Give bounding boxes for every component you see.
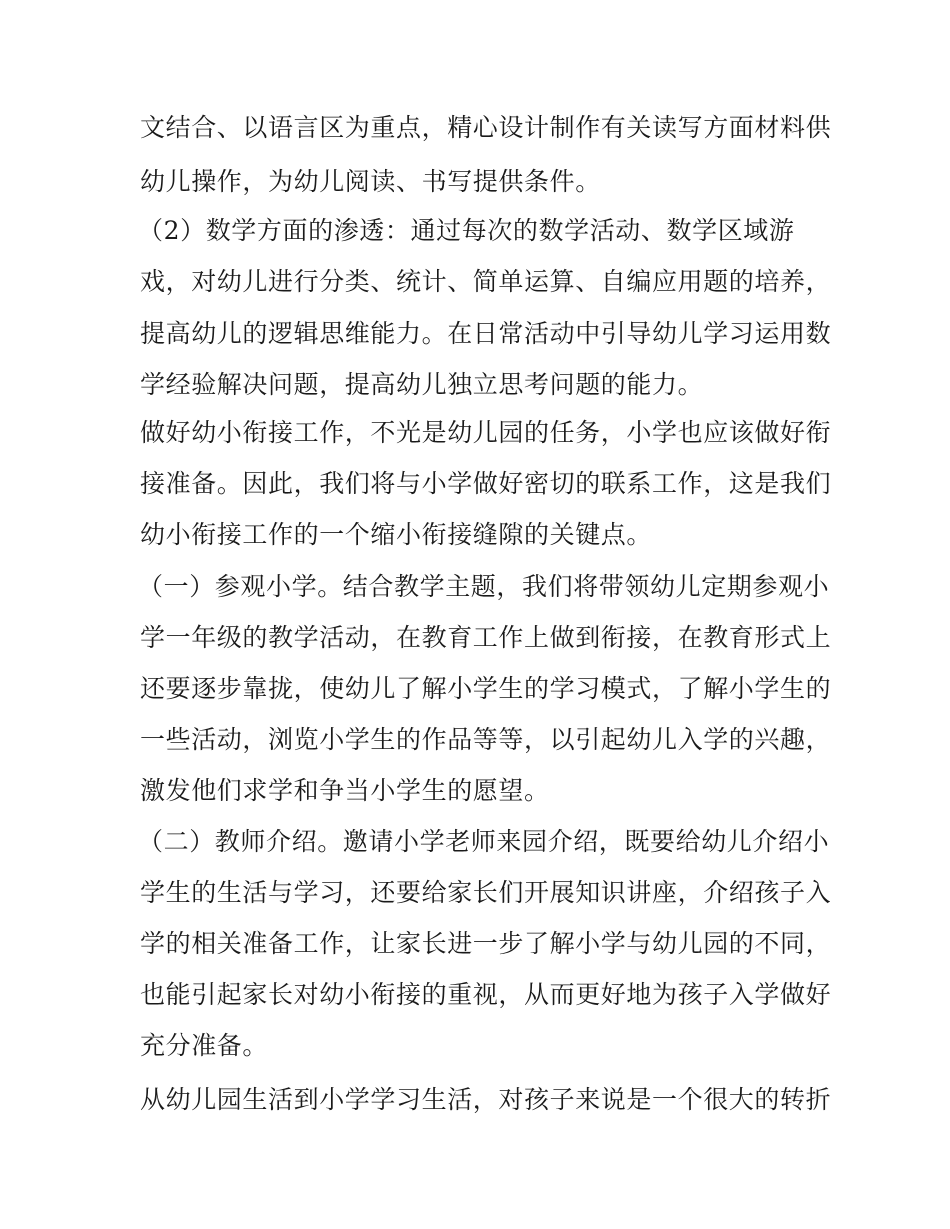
text-line: （二）教师介绍。邀请小学老师来园介绍，既要给幼儿介绍小 (138, 827, 830, 856)
text-line: 也能引起家长对幼小衔接的重视，从而更好地为孩子入学做好 (140, 980, 832, 1009)
text-line: 接准备。因此，我们将与小学做好密切的联系工作，这是我们 (140, 469, 832, 498)
text-line: （一）参观小学。结合教学主题，我们将带领幼儿定期参观小 (138, 572, 830, 601)
text-line: 文结合、以语言区为重点，精心设计制作有关读写方面材料供 (140, 113, 832, 142)
text-line: 幼小衔接工作的一个缩小衔接缝隙的关键点。 (140, 520, 653, 549)
text-line: 一些活动，浏览小学生的作品等等，以引起幼儿入学的兴趣， (140, 725, 832, 754)
text-line: 激发他们求学和争当小学生的愿望。 (140, 776, 550, 805)
text-line: 戏，对幼儿进行分类、统计、简单运算、自编应用题的培养， (140, 267, 832, 296)
text-line: 学一年级的教学活动，在教育工作上做到衔接，在教育形式上 (140, 623, 832, 652)
text-line: 还要逐步靠拢，使幼儿了解小学生的学习模式，了解小学生的 (140, 674, 832, 703)
text-line: 幼儿操作，为幼儿阅读、书写提供条件。 (140, 167, 601, 196)
text-line: 充分准备。 (140, 1031, 269, 1060)
text-line: 做好幼小衔接工作，不光是幼儿园的任务，小学也应该做好衔 (140, 418, 832, 447)
text-line: 学的相关准备工作，让家长进一步了解小学与幼儿园的不同， (140, 929, 832, 958)
text-line: 提高幼儿的逻辑思维能力。在日常活动中引导幼儿学习运用数 (140, 319, 832, 348)
text-line: （2）数学方面的渗透：通过每次的数学活动、数学区域游 (138, 216, 795, 245)
text-line: 学生的生活与学习，还要给家长们开展知识讲座，介绍孩子入 (140, 878, 832, 907)
text-line: 学经验解决问题，提高幼儿独立思考问题的能力。 (140, 370, 704, 399)
text-line: 从幼儿园生活到小学学习生活，对孩子来说是一个很大的转折 (140, 1085, 832, 1114)
